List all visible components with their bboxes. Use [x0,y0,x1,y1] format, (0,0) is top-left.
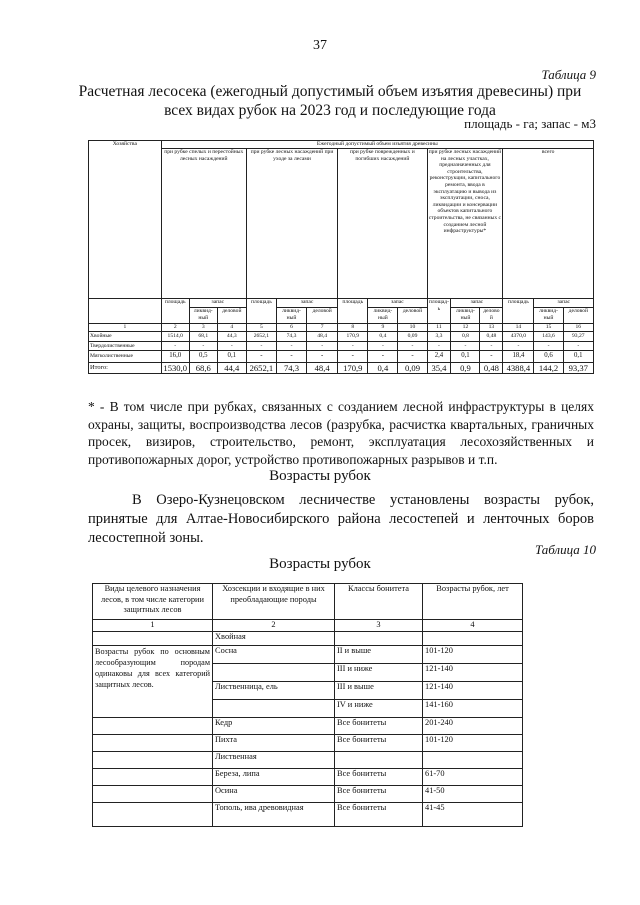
table-9-label: Таблица 9 [541,67,596,82]
area-header: площад- ь [427,299,451,324]
area-header: площадь [503,299,534,324]
group-header-damaged: при рубке поврежденных и погибших насаждений [338,149,427,299]
table-row: Мягколиственные 16,0 0,5 0,1 - - - - - - 2,4 0,1 - 18,4 0,6 0,1 [89,351,594,363]
group-header-mature: при рубке спелых и перестойных лесных насаждений [161,149,246,299]
table-row: Лиственница, ель III и выше 121-140 [93,682,523,700]
col-number: 15 [534,324,563,332]
col-number: 7 [307,324,338,332]
group-header-construction: при рубке лесных насаждений на лесных участках, предназначенных для строительства, реконструкции, капитального ремонта, ввода в эксплуатацию и вывода из эксплуатации, сноса, ликвидации и консервации объектов капитального строительства, не связанных с созданием лесной инфраструктуры* [427,149,503,299]
table-row: Возрасты рубок по основным лесообразующим породам одинаковы для всех категорий защитных лесов. Сосна II и выше 101-120 [93,646,523,664]
col-number: 1 [89,324,162,332]
main-header: Ежегодный допустимый объем изъятия древесины [161,141,593,149]
liquid-header: ликвид- ный [189,308,217,324]
col-number: 2 [161,324,189,332]
table-9-units: площадь - га; запас - м3 [464,116,596,131]
area-header: площадь [161,299,189,324]
business-header: деловой [398,308,427,324]
table-9-title: Расчетная лесосека (ежегодный допустимый объем изъятия древесины) при всех видах рубок на 2023 год и последующие года [78,83,582,119]
age-header: Возрасты рубок, лет [423,584,523,620]
business-header: деловой [307,308,338,324]
purpose-header: Виды целевого назначения лесов, в том числе категории защитных лесов [93,584,213,620]
business-header: деловой [217,308,246,324]
table-row: Кедр Все бонитеты 201-240 [93,718,523,735]
page-number: 37 [313,38,327,53]
col-number: 16 [563,324,593,332]
col-number: 5 [246,324,276,332]
col-number: 6 [276,324,306,332]
col-number: 9 [368,324,398,332]
table-row: Пихта Все бонитеты 101-120 [93,735,523,752]
col-number: 13 [480,324,503,332]
table-total-row: Итого: 1530,0 68,6 44,4 2652,1 74,3 48,4 170,9 0,4 0,09 35,4 0,9 0,48 4388,4 144,2 93,37 [89,363,594,374]
table-row: Тополь, ива древовидная Все бонитеты 41-45 [93,803,523,827]
col-number: 14 [503,324,534,332]
table-10-title: Возрасты рубок [269,556,371,572]
col-number: 11 [427,324,451,332]
stock-header: запас [451,299,503,308]
col-number: 8 [338,324,368,332]
table-row: Осина Все бонитеты 41-50 [93,786,523,803]
table-row: Береза, липа Все бонитеты 61-70 [93,769,523,786]
area-header: площадь [246,299,276,324]
business-header: деловой [563,308,593,324]
cutting-ages-table [92,583,523,827]
table-row: Твердолиственные - - - - - - - - - - - - - - - [89,342,594,351]
stock-header: запас [189,299,246,308]
farm-header: Хозяйства [89,141,162,299]
liquid-header: ликвид- ный [276,308,306,324]
col-number: 3 [189,324,217,332]
purpose-cell: Возрасты рубок по основным лесообразующим породам одинаковы для всех категорий защитных лесов. [93,646,213,718]
stock-header: запас [276,299,337,308]
stock-header: запас [368,299,427,308]
class-header: Классы бонитета [335,584,423,620]
section-header: Хозсекции и входящие в них преобладающие породы [213,584,335,620]
col-number: 10 [398,324,427,332]
table-row: Хвойные 1514,0 68,1 44,3 2652,1 74,3 48,4 170,9 0,4 0,09 3,3 0,8 0,48 4370,0 143,6 93,27 [89,332,594,342]
section-title: Возрасты рубок [269,468,371,484]
group-header-care: при рубке лесных насаждений при уходе за лесами [246,149,337,299]
area-header: площадь [338,299,368,324]
col-number: 1 [93,620,213,632]
group-header-total: всего [503,149,594,299]
col-number: 4 [423,620,523,632]
liquid-header: ликвид- ный [534,308,563,324]
table-10-label: Таблица 10 [534,542,596,557]
footnote: * - В том числе при рубках, связанных с созданием лесной инфраструктуры в целях охраны, защиты, воспроизводства лесов (разрубка, расчистка квартальных, граничных просек, визиров, строительство, ремонт, эксплуатация лесохозяйственных и противопожарных дорог, устройство противопожарных разрывов и т.п. [88,399,594,467]
table-row: III и ниже 121-140 [93,664,523,682]
col-number: 4 [217,324,246,332]
group-deciduous: Лиственная [213,752,335,769]
business-header: делово й [480,308,503,324]
liquid-header: ликвид- ный [368,308,398,324]
col-number: 12 [451,324,480,332]
stock-header: запас [534,299,594,308]
allowable-cut-table [88,140,594,374]
col-number: 3 [335,620,423,632]
col-number: 2 [213,620,335,632]
group-conifer: Хвойная [213,632,335,646]
table-row: IV и ниже 141-160 [93,700,523,718]
section-text: В Озеро-Кузнецовском лесничестве установлены возрасты рубок, принятые для Алтае-Новосибирского района лесостепей и ленточных боров лесостепной зоны. [88,492,594,546]
liquid-header: ликвид- ный [451,308,480,324]
